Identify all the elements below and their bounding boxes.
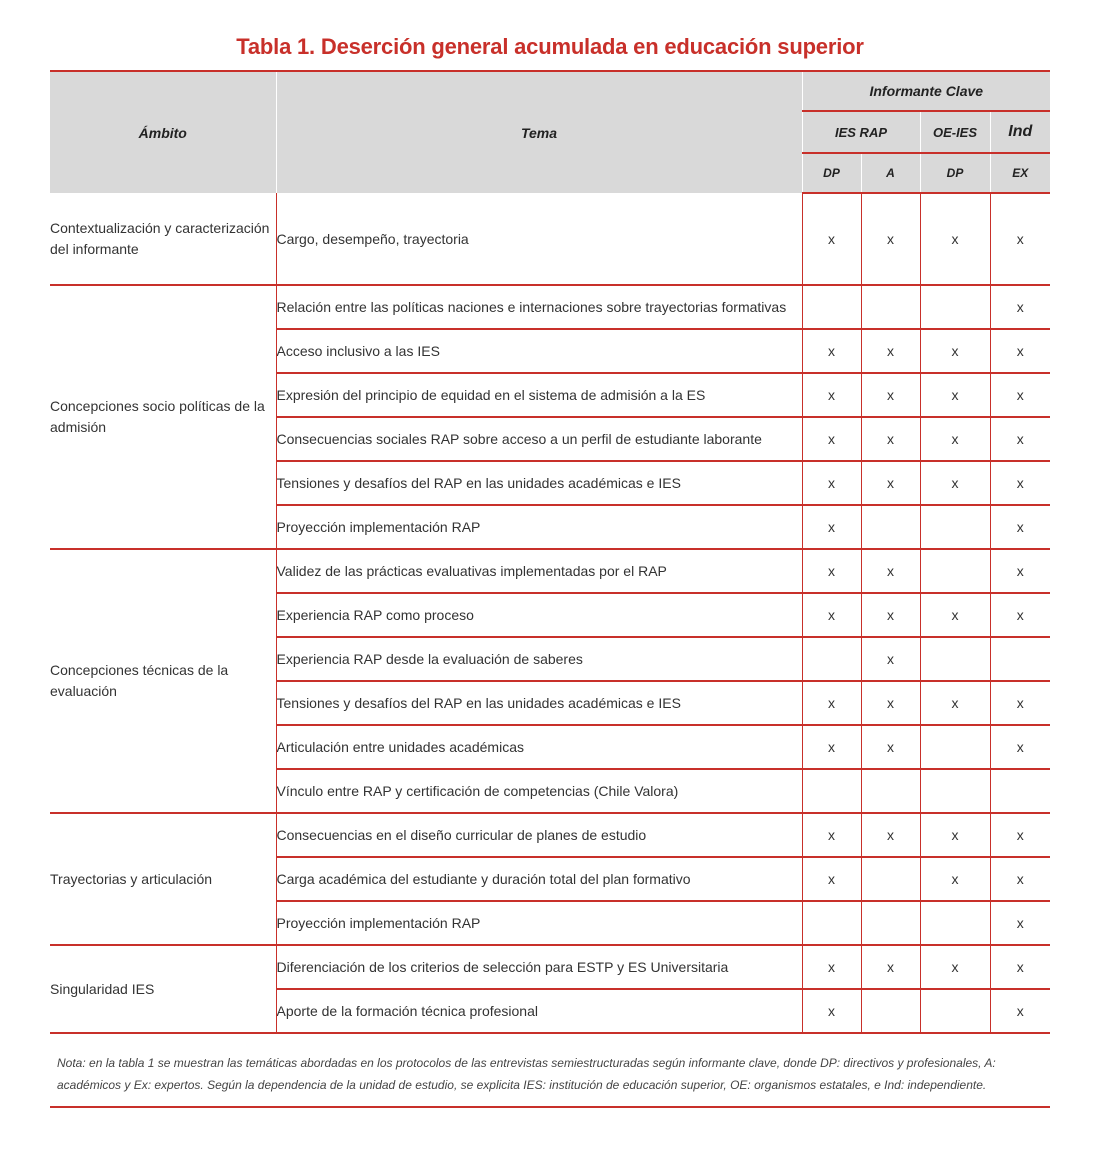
table-note: Nota: en la tabla 1 se muestran las temáticas abordadas en los protocolos de las entrevistas semiestructuradas según informante clave, donde DP: directivos y profesionales, A: académicos y Ex: expertos. Según la dependencia de la unidad de estudio, se explicita IES: institución de educación superior, OE: organismos estatales, e Ind: independiente. xyxy=(57,1056,996,1092)
mark-cell xyxy=(861,857,920,901)
tema-cell: Experiencia RAP como proceso xyxy=(276,593,802,637)
mark-cell xyxy=(802,285,861,329)
header-tema: Tema xyxy=(276,71,802,193)
mark-cell: x xyxy=(990,725,1050,769)
mark-cell: x xyxy=(990,945,1050,989)
mark-cell: x xyxy=(920,813,990,857)
header-oe-ies: OE-IES xyxy=(920,111,990,153)
tema-cell: Experiencia RAP desde la evaluación de saberes xyxy=(276,637,802,681)
header-informante-clave: Informante Clave xyxy=(802,71,1050,111)
mark-cell: x xyxy=(920,681,990,725)
mark-cell xyxy=(861,505,920,549)
mark-cell: x xyxy=(802,681,861,725)
table-row xyxy=(50,193,1050,285)
tema-cell: Tensiones y desafíos del RAP en las unidades académicas e IES xyxy=(276,681,802,725)
mark-cell: x xyxy=(920,593,990,637)
tema-cell: Proyección implementación RAP xyxy=(276,505,802,549)
mark-cell xyxy=(802,769,861,813)
tema-cell: Carga académica del estudiante y duración total del plan formativo xyxy=(276,857,802,901)
table-row xyxy=(50,549,1050,593)
tema-cell: Cargo, desempeño, trayectoria xyxy=(276,193,802,285)
mark-cell: x xyxy=(990,681,1050,725)
tema-cell: Diferenciación de los criterios de selección para ESTP y ES Universitaria xyxy=(276,945,802,989)
mark-cell xyxy=(861,989,920,1033)
mark-cell: x xyxy=(990,813,1050,857)
ambito-cell: Concepciones técnicas de la evaluación xyxy=(50,549,276,813)
mark-cell: x xyxy=(920,193,990,285)
header-ies-rap: IES RAP xyxy=(802,111,920,153)
mark-cell: x xyxy=(920,329,990,373)
mark-cell: x xyxy=(861,593,920,637)
header-ambito: Ámbito xyxy=(50,71,276,193)
mark-cell: x xyxy=(802,329,861,373)
mark-cell: x xyxy=(990,417,1050,461)
mark-cell: x xyxy=(802,417,861,461)
tema-cell: Relación entre las políticas naciones e internaciones sobre trayectorias formativas xyxy=(276,285,802,329)
mark-cell: x xyxy=(861,417,920,461)
mark-cell xyxy=(920,637,990,681)
mark-cell: x xyxy=(990,593,1050,637)
mark-cell: x xyxy=(990,857,1050,901)
table-body xyxy=(50,193,1050,1033)
mark-cell: x xyxy=(920,373,990,417)
mark-cell: x xyxy=(802,857,861,901)
mark-cell: x xyxy=(990,461,1050,505)
mark-cell: x xyxy=(861,813,920,857)
mark-cell: x xyxy=(861,681,920,725)
mark-cell: x xyxy=(990,505,1050,549)
mark-cell: x xyxy=(802,945,861,989)
mark-cell xyxy=(920,285,990,329)
mark-cell: x xyxy=(861,549,920,593)
header-col-a: A xyxy=(861,153,920,193)
tema-cell: Acceso inclusivo a las IES xyxy=(276,329,802,373)
mark-cell: x xyxy=(990,549,1050,593)
mark-cell: x xyxy=(802,373,861,417)
mark-cell: x xyxy=(990,193,1050,285)
mark-cell: x xyxy=(861,329,920,373)
mark-cell: x xyxy=(861,373,920,417)
tema-cell: Proyección implementación RAP xyxy=(276,901,802,945)
mark-cell: x xyxy=(920,857,990,901)
mark-cell: x xyxy=(920,945,990,989)
mark-cell: x xyxy=(802,461,861,505)
table-row xyxy=(50,285,1050,329)
mark-cell: x xyxy=(920,461,990,505)
mark-cell xyxy=(920,725,990,769)
header-col-dp: DP xyxy=(920,153,990,193)
mark-cell xyxy=(990,637,1050,681)
ambito-cell: Singularidad IES xyxy=(50,945,276,1033)
mark-cell xyxy=(861,901,920,945)
header-ind: Ind xyxy=(990,111,1050,153)
mark-cell xyxy=(861,769,920,813)
mark-cell: x xyxy=(920,417,990,461)
header-col-dp: DP xyxy=(802,153,861,193)
mark-cell xyxy=(920,901,990,945)
tema-cell: Validez de las prácticas evaluativas implementadas por el RAP xyxy=(276,549,802,593)
mark-cell: x xyxy=(990,373,1050,417)
tema-cell: Consecuencias en el diseño curricular de planes de estudio xyxy=(276,813,802,857)
tema-cell: Tensiones y desafíos del RAP en las unidades académicas e IES xyxy=(276,461,802,505)
bottom-rule xyxy=(50,1106,1050,1108)
mark-cell xyxy=(802,637,861,681)
data-table xyxy=(50,70,1050,1034)
tema-cell: Vínculo entre RAP y certificación de competencias (Chile Valora) xyxy=(276,769,802,813)
mark-cell: x xyxy=(802,593,861,637)
mark-cell: x xyxy=(861,461,920,505)
mark-cell: x xyxy=(861,637,920,681)
ambito-cell: Trayectorias y articulación xyxy=(50,813,276,945)
ambito-cell: Concepciones socio políticas de la admisión xyxy=(50,285,276,549)
mark-cell: x xyxy=(990,901,1050,945)
mark-cell: x xyxy=(861,193,920,285)
mark-cell xyxy=(920,549,990,593)
table-row xyxy=(50,813,1050,857)
mark-cell: x xyxy=(861,725,920,769)
mark-cell xyxy=(920,769,990,813)
tema-cell: Expresión del principio de equidad en el sistema de admisión a la ES xyxy=(276,373,802,417)
header-col-ex: EX xyxy=(990,153,1050,193)
tema-cell: Aporte de la formación técnica profesional xyxy=(276,989,802,1033)
mark-cell: x xyxy=(802,725,861,769)
mark-cell: x xyxy=(802,549,861,593)
mark-cell: x xyxy=(861,945,920,989)
tema-cell: Consecuencias sociales RAP sobre acceso a un perfil de estudiante laborante xyxy=(276,417,802,461)
ambito-cell: Contextualización y caracterización del informante xyxy=(50,193,276,285)
table-row xyxy=(50,945,1050,989)
mark-cell: x xyxy=(990,285,1050,329)
mark-cell xyxy=(920,989,990,1033)
tema-cell: Articulación entre unidades académicas xyxy=(276,725,802,769)
mark-cell: x xyxy=(802,505,861,549)
mark-cell xyxy=(802,901,861,945)
mark-cell: x xyxy=(802,813,861,857)
table-title: Tabla 1. Deserción general acumulada en educación superior xyxy=(236,34,864,59)
mark-cell xyxy=(920,505,990,549)
mark-cell: x xyxy=(990,989,1050,1033)
mark-cell: x xyxy=(990,329,1050,373)
mark-cell: x xyxy=(802,989,861,1033)
mark-cell xyxy=(990,769,1050,813)
mark-cell xyxy=(861,285,920,329)
mark-cell: x xyxy=(802,193,861,285)
